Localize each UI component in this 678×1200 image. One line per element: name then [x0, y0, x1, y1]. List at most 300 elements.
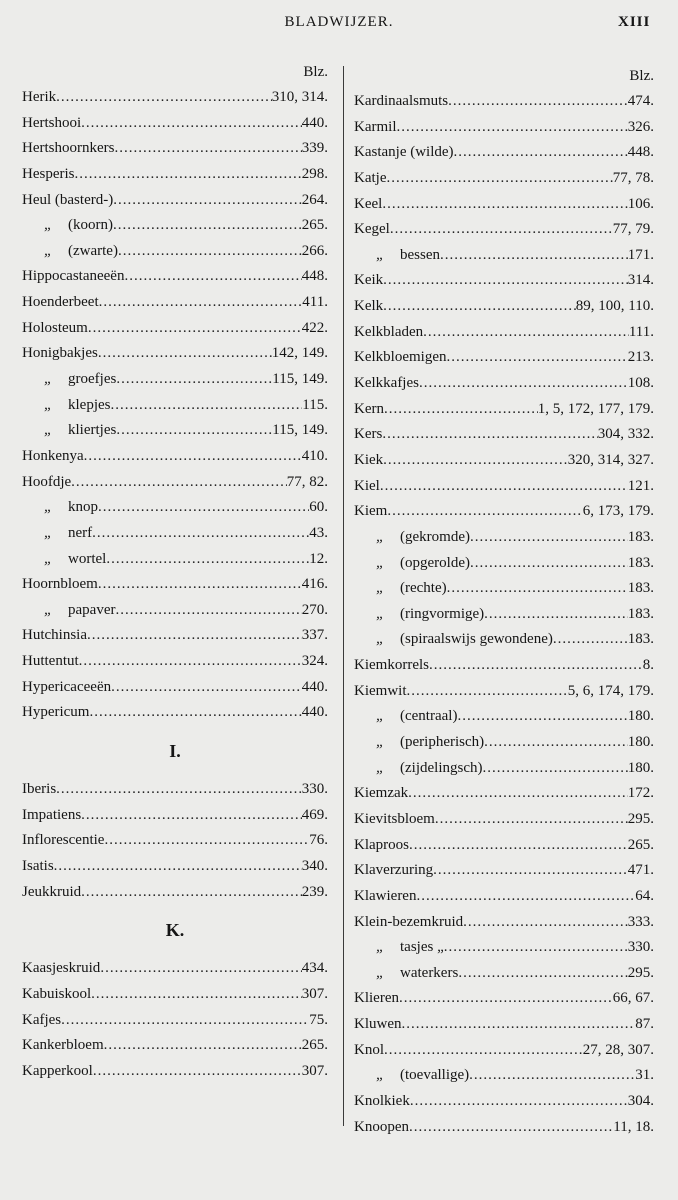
entry-pages: 239. [301, 883, 328, 900]
index-entry [22, 828, 328, 854]
entry-term-text: Honigbakjes [22, 345, 98, 362]
entry-term [22, 111, 81, 137]
entry-term-text: Hippocastaneeën [22, 268, 125, 285]
entry-term-text: Kegel [354, 221, 390, 238]
dot-leader [116, 418, 272, 444]
entry-term-text: bessen [400, 246, 440, 263]
dot-leader [383, 294, 576, 320]
ditto-mark: „ [44, 524, 53, 541]
index-entry [354, 89, 654, 115]
ditto-mark: „ [376, 708, 385, 725]
entry-term-text: Huttentut [22, 653, 79, 670]
entry-pages: 6, 173, 179. [582, 503, 654, 520]
entry-pages: 76. [309, 832, 328, 849]
entry-pages: 183. [627, 631, 654, 648]
dot-leader [419, 371, 628, 397]
entry-term [354, 140, 454, 166]
entry-term [354, 422, 382, 448]
index-entry [22, 521, 328, 547]
entry-pages: 115. [302, 396, 328, 413]
entry-term-text: (peripherisch) [400, 734, 485, 751]
entry-term-text: papaver [68, 601, 116, 618]
dot-leader [386, 166, 612, 192]
entry-pages: 111. [628, 323, 654, 340]
index-entry [22, 341, 328, 367]
entry-pages: 142, 149. [271, 345, 328, 362]
entry-pages: 434. [301, 960, 328, 977]
ditto-mark: „ [376, 631, 385, 648]
entry-pages: 121. [627, 477, 654, 494]
dot-leader [111, 393, 303, 419]
entry-term-text: Kafjes [22, 1011, 62, 1028]
entry-term-text: Hoenderbeet [22, 294, 99, 311]
entry-pages: 410. [301, 447, 328, 464]
entry-pages: 31. [635, 1067, 654, 1084]
index-entry [22, 1008, 328, 1034]
dot-leader [458, 961, 627, 987]
entry-term [22, 880, 81, 906]
entry-pages: 471. [627, 862, 654, 879]
index-entry [22, 418, 328, 444]
entry-term [354, 551, 470, 577]
entry-pages: 469. [301, 806, 328, 823]
entry-term [22, 188, 113, 214]
entry-pages: 183. [627, 528, 654, 545]
entry-term [354, 935, 444, 961]
entry-pages: 75. [309, 1011, 328, 1028]
index-entry [354, 525, 654, 551]
dot-leader [553, 627, 628, 653]
dot-leader [484, 602, 628, 628]
entry-term [22, 521, 92, 547]
index-entry [22, 470, 328, 496]
index-entry [22, 956, 328, 982]
dot-leader [447, 576, 628, 602]
entry-term-text: Knolkiek [354, 1092, 410, 1109]
entry-term-text: Honkenya [22, 447, 84, 464]
dot-leader [81, 111, 302, 137]
index-entry [354, 192, 654, 218]
index-entry [354, 320, 654, 346]
entry-term-text: Hypericaceeën [22, 678, 112, 695]
entry-pages: 265. [301, 1037, 328, 1054]
dot-leader [448, 89, 628, 115]
dot-leader [383, 268, 628, 294]
entry-pages: 183. [627, 554, 654, 571]
entry-term-text: (koorn) [68, 217, 113, 234]
entry-term [354, 576, 447, 602]
entry-pages: 183. [627, 605, 654, 622]
entry-pages: 183. [627, 580, 654, 597]
entry-term [354, 268, 383, 294]
entry-term-text: Kiem [354, 503, 388, 520]
entry-pages: 337. [301, 627, 328, 644]
entry-term-text: Kelkbladen [354, 323, 424, 340]
entry-term-text: tasjes „ [400, 939, 444, 956]
entry-pages: 8. [642, 657, 654, 674]
index-entry [354, 858, 654, 884]
entry-pages: 307. [301, 1062, 328, 1079]
entry-pages: 77, 82. [286, 473, 328, 490]
entry-term-text: Kluwen [354, 1016, 402, 1033]
ditto-mark: „ [44, 601, 53, 618]
entry-term [354, 166, 386, 192]
entry-pages: 115, 149. [272, 422, 328, 439]
column-divider [343, 66, 344, 1126]
entry-term-text: klepjes [68, 396, 111, 413]
entry-pages: 440. [301, 678, 328, 695]
dot-leader [429, 653, 643, 679]
dot-leader [115, 598, 301, 624]
index-entry [22, 623, 328, 649]
entry-term-text: waterkers [400, 964, 459, 981]
index-entry [22, 547, 328, 573]
entry-term-text: groefjes [68, 371, 117, 388]
dot-leader [98, 572, 302, 598]
entry-pages: 314. [627, 272, 654, 289]
index-entry [22, 111, 328, 137]
ditto-mark: „ [44, 396, 53, 413]
entry-pages: 171. [627, 246, 654, 263]
ditto-mark: „ [376, 964, 385, 981]
dot-leader [89, 700, 301, 726]
entry-pages: 172. [627, 785, 654, 802]
dot-leader [440, 243, 628, 269]
page-column-heading: Blz. [629, 68, 654, 84]
entry-term-text: Kankerbloem [22, 1037, 104, 1054]
entry-term [22, 982, 91, 1008]
entry-term [22, 470, 71, 496]
ditto-mark: „ [44, 422, 53, 439]
entry-pages: 411. [302, 294, 328, 311]
dot-leader [98, 495, 309, 521]
dot-leader [75, 162, 302, 188]
entry-pages: 266. [301, 242, 328, 259]
entry-term-text: Kelk [354, 298, 384, 315]
entry-term-text: Hutchinsia [22, 627, 87, 644]
dot-leader [380, 474, 628, 500]
index-entry [354, 115, 654, 141]
dot-leader [113, 188, 302, 214]
index-entry [354, 602, 654, 628]
index-entry [354, 243, 654, 269]
entry-term [354, 217, 390, 243]
dot-leader [484, 730, 628, 756]
entry-term-text: Hertshoornkers [22, 140, 115, 157]
entry-term [22, 1059, 93, 1085]
entry-pages: 115, 149. [272, 371, 328, 388]
entry-term [22, 828, 104, 854]
entry-term [22, 572, 98, 598]
entry-term-text: (centraal) [400, 708, 458, 725]
entry-pages: 440. [301, 114, 328, 131]
entry-term [22, 1008, 61, 1034]
entry-pages: 304. [627, 1092, 654, 1109]
ditto-mark: „ [44, 217, 53, 234]
dot-leader [435, 807, 628, 833]
dot-leader [84, 444, 302, 470]
entry-pages: 320, 314, 327. [567, 451, 654, 468]
entry-term [354, 1012, 402, 1038]
ditto-mark: „ [376, 554, 385, 571]
entry-term [22, 367, 116, 393]
entry-term-text: (ringvormige) [400, 605, 485, 622]
entry-term [354, 781, 408, 807]
index-entry [354, 704, 654, 730]
dot-leader [81, 880, 302, 906]
entry-term-text: Iberis [22, 781, 57, 798]
dot-leader [446, 345, 627, 371]
entry-term-text: Katje [354, 169, 387, 186]
index-column-left [22, 60, 328, 1084]
entry-pages: 66, 67. [612, 990, 654, 1007]
entry-term [354, 653, 429, 679]
entry-term [22, 956, 100, 982]
index-entry [354, 397, 654, 423]
entry-term-text: (spiraalswijs gewondene) [400, 631, 553, 648]
entry-pages: 180. [627, 708, 654, 725]
entry-pages: 330. [627, 939, 654, 956]
index-entry [22, 290, 328, 316]
entry-term-text: Knol [354, 1041, 384, 1058]
entry-term [354, 858, 433, 884]
entry-pages: 474. [627, 93, 654, 109]
index-entry [22, 444, 328, 470]
dot-leader [54, 854, 302, 880]
dot-leader [384, 397, 538, 423]
dot-leader [470, 525, 628, 551]
index-entry [354, 1115, 654, 1141]
entry-term-text: Hoofdje [22, 473, 72, 490]
index-entry [354, 756, 654, 782]
entry-term [354, 807, 435, 833]
section-heading-i: I. [169, 741, 181, 762]
entry-term [22, 547, 106, 573]
page-header [0, 14, 678, 38]
index-entry [354, 448, 654, 474]
ditto-mark: „ [44, 499, 53, 516]
entry-pages: 448. [627, 144, 654, 161]
dot-leader [410, 1089, 628, 1115]
dot-leader [61, 1008, 309, 1034]
entry-term [354, 89, 448, 115]
ditto-mark: „ [376, 759, 385, 776]
dot-leader [397, 115, 628, 141]
entry-term [354, 474, 380, 500]
dot-leader [387, 499, 582, 525]
entry-term-text: (toevallige) [400, 1067, 470, 1084]
entry-term [354, 986, 399, 1012]
entry-pages: 60. [309, 499, 328, 516]
entry-term [22, 700, 89, 726]
entry-term [22, 85, 56, 111]
entry-term [354, 243, 440, 269]
entry-term [22, 1033, 104, 1059]
entry-term [22, 675, 111, 701]
entry-pages: 265. [627, 836, 654, 853]
index-entry [22, 239, 328, 265]
index-entry [22, 777, 328, 803]
entry-term-text: Kastanje (wilde) [354, 144, 454, 161]
index-entry [354, 1063, 654, 1089]
index-entry [22, 854, 328, 880]
index-entry [354, 627, 654, 653]
entry-pages: 180. [627, 734, 654, 751]
running-title: BLADWIJZER. [284, 14, 394, 30]
ditto-mark: „ [376, 1067, 385, 1084]
entries-h [22, 85, 328, 726]
entry-term [22, 803, 81, 829]
dot-leader [116, 367, 272, 393]
dot-leader [56, 777, 302, 803]
ditto-mark: „ [376, 580, 385, 597]
index-entry [22, 264, 328, 290]
entry-term-text: Kern [354, 400, 384, 417]
entry-term [354, 910, 463, 936]
index-entry [354, 807, 654, 833]
entry-term [22, 623, 87, 649]
index-entry [354, 679, 654, 705]
entry-term-text: kliertjes [68, 422, 117, 439]
index-entry [22, 162, 328, 188]
dot-leader [382, 192, 627, 218]
entry-term-text: Klaverzuring [354, 862, 434, 879]
dot-leader [81, 803, 302, 829]
entry-term-text: (zwarte) [68, 242, 118, 259]
entry-pages: 310, 314. [271, 89, 328, 105]
index-entry [354, 499, 654, 525]
entry-term-text: Karmil [354, 118, 397, 135]
ditto-mark: „ [376, 246, 385, 263]
entry-term-text: (rechte) [400, 580, 447, 597]
dot-leader [463, 910, 628, 936]
dot-leader [104, 1033, 302, 1059]
index-entry [354, 166, 654, 192]
index-entry [22, 649, 328, 675]
index-entry [354, 910, 654, 936]
dot-leader [79, 649, 302, 675]
entry-term [354, 192, 382, 218]
dot-leader [93, 1059, 302, 1085]
index-entry [22, 136, 328, 162]
entry-pages: 422. [301, 319, 328, 336]
dot-leader [470, 551, 628, 577]
entry-pages: 180. [627, 759, 654, 776]
entries-i [22, 777, 328, 905]
dot-leader [423, 320, 629, 346]
entry-term [354, 499, 387, 525]
ditto-mark: „ [376, 734, 385, 751]
entry-pages: 324. [301, 653, 328, 670]
dot-leader [454, 140, 628, 166]
entry-pages: 64. [635, 887, 654, 904]
entry-term-text: (gekromde) [400, 528, 470, 545]
entry-term-text: Kers [354, 426, 383, 443]
index-entry [354, 576, 654, 602]
dot-leader [92, 521, 309, 547]
index-entry [354, 217, 654, 243]
index-entry [22, 675, 328, 701]
entry-term-text: Klieren [354, 990, 399, 1007]
entry-term-text: Inflorescentie [22, 832, 105, 849]
entry-term [354, 1089, 410, 1115]
entry-term-text: Kiemwit [354, 682, 407, 699]
entry-term-text: Kelkkafjes [354, 375, 419, 392]
entry-pages: 440. [301, 704, 328, 721]
entry-pages: 77, 78. [612, 169, 654, 186]
dot-leader [457, 704, 627, 730]
dot-leader [482, 756, 627, 782]
entry-pages: 270. [301, 601, 328, 618]
entry-pages: 265. [301, 217, 328, 234]
entry-term-text: Isatis [22, 857, 54, 874]
entry-pages: 11, 18. [613, 1118, 654, 1135]
entry-term [22, 264, 124, 290]
entry-term [354, 627, 553, 653]
ditto-mark: „ [44, 550, 53, 567]
index-entry [22, 1059, 328, 1085]
dot-leader [444, 935, 628, 961]
entry-pages: 43. [309, 524, 328, 541]
entry-pages: 448. [301, 268, 328, 285]
index-entry [354, 294, 654, 320]
index-entry [354, 140, 654, 166]
dot-leader [409, 1115, 613, 1141]
index-entry [354, 268, 654, 294]
entry-term-text: Herik [22, 89, 57, 105]
index-entry [354, 653, 654, 679]
entry-term-text: Kelkbloemigen [354, 349, 447, 366]
index-entry [22, 572, 328, 598]
dot-leader [383, 448, 568, 474]
entry-term-text: Kapperkool [22, 1062, 93, 1079]
dot-leader [99, 290, 303, 316]
section-heading-k: K. [165, 920, 185, 941]
dot-leader [409, 833, 628, 859]
entry-term [354, 730, 484, 756]
entry-term [22, 393, 111, 419]
entry-term-text: wortel [68, 550, 107, 567]
dot-leader [407, 679, 568, 705]
dot-leader [408, 781, 628, 807]
entry-pages: 27, 28, 307. [582, 1041, 654, 1058]
dot-leader [399, 986, 613, 1012]
entry-term [354, 115, 397, 141]
entries-right [354, 89, 654, 1140]
index-entry [354, 422, 654, 448]
entry-pages: 326. [627, 118, 654, 135]
entry-term-text: Kaasjeskruid [22, 960, 101, 977]
entry-term [354, 294, 383, 320]
index-entry [22, 213, 328, 239]
dot-leader [91, 982, 302, 1008]
dot-leader [88, 316, 302, 342]
entry-term [22, 162, 75, 188]
index-entry [22, 316, 328, 342]
entry-term [22, 316, 88, 342]
entry-term-text: Hypericum [22, 704, 90, 721]
ditto-mark: „ [44, 371, 53, 388]
dot-leader [402, 1012, 636, 1038]
entry-term [22, 213, 113, 239]
entry-pages: 106. [627, 195, 654, 212]
entry-pages: 5, 6, 174, 179. [567, 682, 654, 699]
entry-term-text: Kiemzak [354, 785, 409, 802]
entry-term-text: Kardinaalsmuts [354, 93, 449, 109]
index-entry [354, 551, 654, 577]
entry-term [22, 418, 116, 444]
index-entry [354, 961, 654, 987]
